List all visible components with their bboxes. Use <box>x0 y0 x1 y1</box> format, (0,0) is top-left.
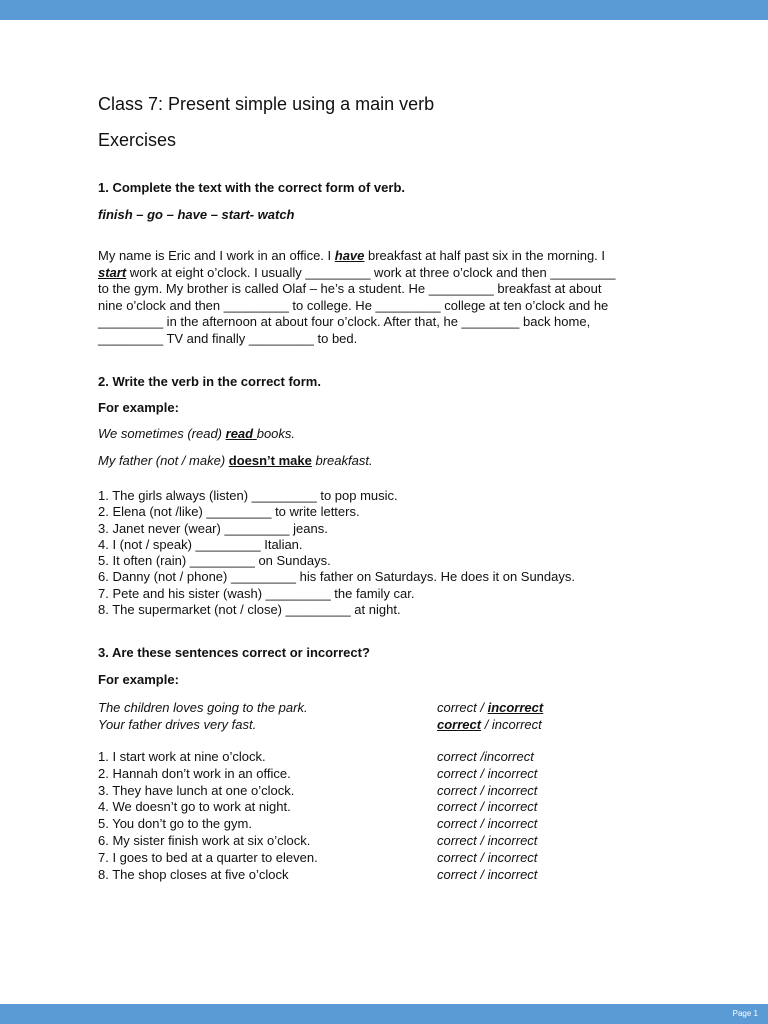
text-line: _________ TV and finally _________ to bed. <box>98 330 358 346</box>
exercise-1-heading: 1. Complete the text with the correct form of verb. <box>98 180 405 195</box>
table-row: 4. We doesn’t go to work at night. correct / incorrect <box>98 799 538 815</box>
table-row: 2. Hannah don’t work in an office. correct / incorrect <box>98 765 538 781</box>
example-sentence: We sometimes (read) read books. <box>98 426 296 441</box>
section-title: Exercises <box>98 130 177 150</box>
example-label: For example: <box>98 400 179 415</box>
example-pair <box>98 700 658 734</box>
text-line: start work at eight o’clock. I usually _________ work at three o’clock and then _________ <box>98 264 616 280</box>
verb-list: finish – go – have – start- watch <box>98 207 295 222</box>
page-number: Page 1 <box>732 1009 758 1018</box>
table-row: 8. The shop closes at five o’clock correct / incorrect <box>98 866 538 882</box>
example-row: Your father drives very fast. correct / incorrect <box>98 716 542 732</box>
list-item: 7. Pete and his sister (wash) _________ the family car. <box>98 585 415 601</box>
list-item: 3. Janet never (wear) _________ jeans. <box>98 520 328 536</box>
list-item: 5. It often (rain) _________ on Sundays. <box>98 553 331 569</box>
list-item: 8. The supermarket (not / close) _________ at night. <box>98 602 401 618</box>
page-title: Class 7: Present simple using a main verb <box>98 94 435 114</box>
footer-bar <box>0 1004 768 1024</box>
text-line: to the gym. My brother is called Olaf – he’s a student. He _________ breakfast at about <box>98 281 602 296</box>
text-line: nine o’clock and then _________ to college. He _________ college at ten o’clock and he <box>98 297 609 313</box>
table-row: 7. I goes to bed at a quarter to eleven. correct / incorrect <box>98 849 538 865</box>
list-item: 1. The girls always (listen) _________ to pop music. <box>98 488 398 503</box>
table-row: 3. They have lunch at one o’clock. correct / incorrect <box>98 782 538 798</box>
example-label: For example: <box>98 672 179 687</box>
list-item: 4. I (not / speak) _________ Italian. <box>98 536 303 552</box>
table-row: 6. My sister finish work at six o’clock. correct / incorrect <box>98 832 538 848</box>
exercise-3-list <box>98 749 658 883</box>
exercise-1-text <box>98 248 615 347</box>
exercise-2-heading: 2. Write the verb in the correct form. <box>98 374 321 389</box>
example-row: The children loves going to the park. correct / incorrect <box>98 700 544 715</box>
list-item: 2. Elena (not /like) _________ to write letters. <box>98 504 360 520</box>
table-row: 1. I start work at nine o’clock. correct /incorrect <box>98 749 534 764</box>
table-row: 5. You don’t go to the gym. correct / incorrect <box>98 816 538 832</box>
example-sentence: My father (not / make) doesn’t make breakfast. <box>98 453 373 468</box>
top-bar <box>0 0 768 20</box>
text-line: My name is Eric and I work in an office. I have breakfast at half past six in the morning. I <box>98 248 606 263</box>
list-item: 6. Danny (not / phone) _________ his father on Saturdays. He does it on Sundays. <box>98 569 575 585</box>
exercise-2-list <box>98 488 575 618</box>
exercise-3-heading: 3. Are these sentences correct or incorrect? <box>98 645 370 660</box>
text-line: _________ in the afternoon at about four o’clock. After that, he ________ back home, <box>98 314 591 329</box>
